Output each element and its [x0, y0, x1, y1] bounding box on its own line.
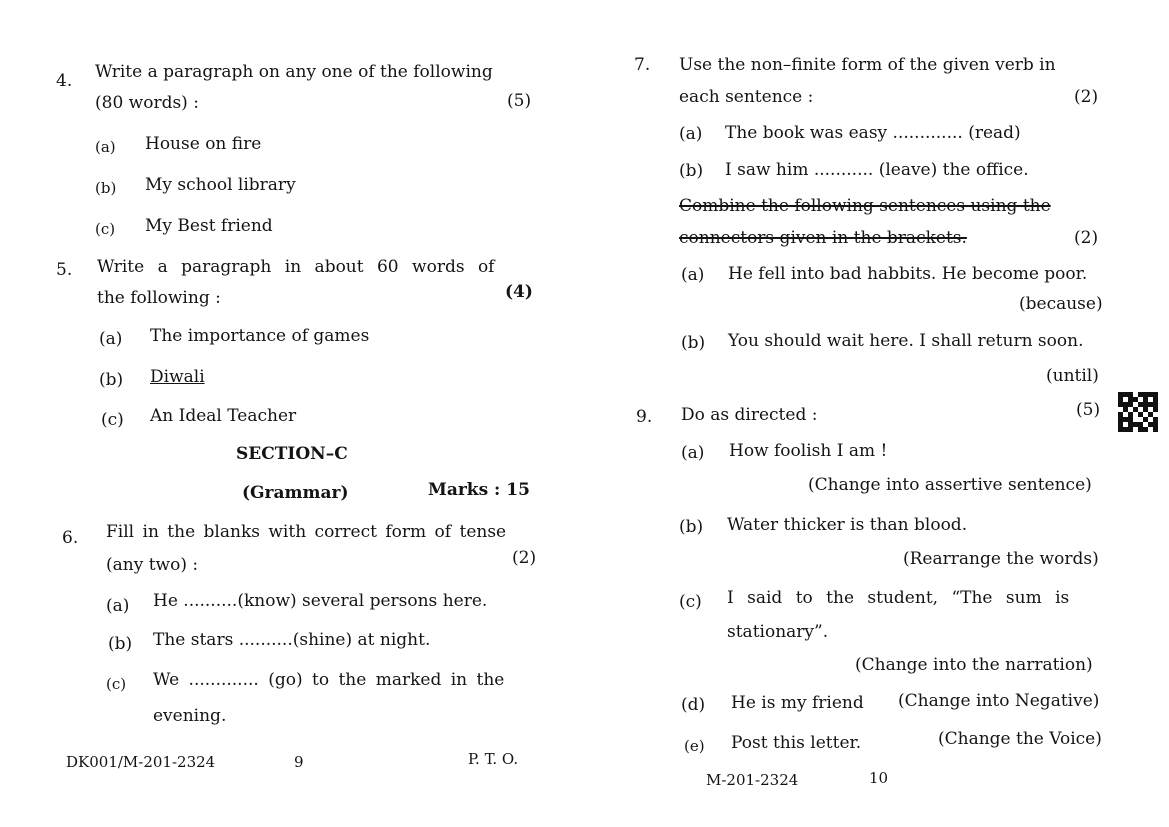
q5-instruction-line2: the following : [97, 288, 221, 308]
left-footer-code: DK001/M-201-2324 [66, 753, 216, 771]
q6-option-a-label: (a) [106, 596, 130, 616]
q9-option-b-label: (b) [679, 517, 704, 537]
q6-option-a-text: He ..........(know) several persons here. [153, 591, 488, 611]
q9-option-c-text: I said to the student, “The sum is [727, 588, 1070, 608]
q5-option-c-label: (c) [101, 410, 124, 430]
q5-option-b-label: (b) [99, 370, 124, 390]
q6-option-c-continuation: evening. [153, 706, 227, 726]
q9-option-c-hint: (Change into the narration) [855, 655, 1093, 675]
q6-option-c-label: (c) [106, 675, 127, 693]
section-subtitle: (Grammar) [242, 483, 349, 503]
q7-option-b-text: I saw him ........... (leave) the office. [725, 160, 1029, 180]
q6-number: 6. [62, 528, 79, 548]
section-title: SECTION–C [236, 444, 348, 464]
q8-marks: (2) [1074, 228, 1099, 248]
q5-marks: (4) [505, 282, 533, 302]
q9-option-a-hint: (Change into assertive sentence) [808, 475, 1092, 495]
q9-option-b-hint: (Rearrange the words) [903, 549, 1099, 569]
q9-marks: (5) [1076, 400, 1101, 420]
q6-instruction-line2: (any two) : [106, 555, 199, 575]
q9-option-e-label: (e) [684, 737, 705, 755]
q6-marks: (2) [512, 548, 537, 568]
q9-option-a-label: (a) [681, 443, 705, 463]
q7-option-a-text: The book was easy ............. (read) [725, 123, 1021, 143]
q4-option-a-text: House on fire [145, 134, 262, 154]
q5-option-a-text: The importance of games [150, 326, 370, 346]
q6-option-b-label: (b) [108, 634, 133, 654]
q4-option-b-label: (b) [95, 179, 117, 197]
right-footer-page: 10 [869, 769, 889, 787]
q6-option-c-text: We ............. (go) to the marked in the [153, 670, 505, 690]
left-footer-page: 9 [294, 753, 304, 771]
q8-instruction-line1: Combine the following sentences using the [679, 196, 1051, 216]
right-footer-code: M-201-2324 [706, 771, 799, 789]
q8-option-b-label: (b) [681, 333, 706, 353]
q8-option-a-label: (a) [681, 265, 705, 285]
q4-instruction-line1: Write a paragraph on any one of the following [95, 62, 493, 82]
q7-option-b-label: (b) [679, 161, 704, 181]
q9-option-d-text: He is my friend [731, 693, 864, 713]
q8-option-b-hint: (until) [1046, 366, 1099, 386]
q8-option-a-text: He fell into bad habbits. He become poor. [728, 264, 1088, 284]
q9-number: 9. [636, 407, 653, 427]
q4-option-b-text: My school library [145, 175, 296, 195]
left-footer-pto: P. T. O. [468, 750, 519, 768]
q4-option-c-text: My Best friend [145, 216, 273, 236]
q7-instruction-line2: each sentence : [679, 87, 814, 107]
q9-instruction: Do as directed : [681, 405, 818, 425]
q9-option-e-text: Post this letter. [731, 733, 862, 753]
q5-option-a-label: (a) [99, 329, 123, 349]
q9-option-e-hint: (Change the Voice) [938, 729, 1102, 749]
q8-instruction-line2: connectors given in the brackets. [679, 228, 967, 248]
q6-instruction-line1: Fill in the blanks with correct form of tense [106, 522, 507, 542]
q7-number: 7. [634, 55, 651, 75]
q4-option-a-label: (a) [95, 138, 116, 156]
q9-option-c-label: (c) [679, 592, 702, 612]
section-marks: Marks : 15 [428, 480, 530, 500]
q9-option-a-text: How foolish I am ! [729, 441, 888, 461]
q7-option-a-label: (a) [679, 124, 703, 144]
q4-instruction-line2: (80 words) : [95, 93, 199, 113]
q7-marks: (2) [1074, 87, 1099, 107]
q5-instruction-line1: Write a paragraph in about 60 words of [97, 257, 495, 277]
q9-option-b-text: Water thicker is than blood. [727, 515, 968, 535]
q4-option-c-label: (c) [95, 220, 116, 238]
qr-code-icon [1118, 392, 1158, 432]
q7-instruction-line1: Use the non–finite form of the given verb in [679, 55, 1056, 75]
q6-option-b-text: The stars ..........(shine) at night. [153, 630, 431, 650]
q8-option-b-text: You should wait here. I shall return soon. [728, 331, 1084, 351]
q5-option-c-text: An Ideal Teacher [150, 406, 297, 426]
q9-option-c-continuation: stationary”. [727, 622, 829, 642]
q4-marks: (5) [507, 91, 532, 111]
q8-option-a-hint: (because) [1019, 294, 1103, 314]
q4-number: 4. [56, 71, 73, 91]
q9-option-d-label: (d) [681, 695, 706, 715]
q5-option-b-text: Diwali [150, 367, 205, 387]
q5-number: 5. [56, 260, 73, 280]
q9-option-d-hint: (Change into Negative) [898, 691, 1100, 711]
